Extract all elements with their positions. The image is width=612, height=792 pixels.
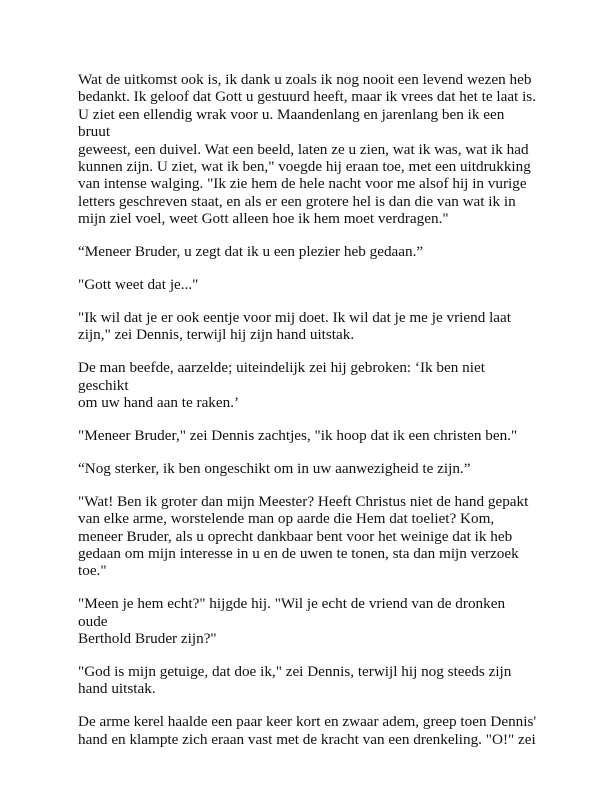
paragraph-9: "Meen je hem echt?" hijgde hij. "Wil je echt de vriend van de dronken oude Berthold Bruder zijn?" xyxy=(78,595,506,648)
paragraph-1: Wat de uitkomst ook is, ik dank u zoals ik nog nooit een levend wezen heb bedankt. Ik geloof dat Gott u gestuurd heeft, maar ik vrees dat het te laat is. U ziet een ellendig wrak voor u. Maandenlang en jarenlang ben ik een bruut geweest, een duivel. Wat een beeld, laten ze u zien, wat ik was, wat ik had kunnen zijn. U ziet, wat ik ben," voegde hij eraan toe, met een uitdrukking van intense walging. "Ik zie hem de hele nacht voor me alsof hij in vurige letters geschreven staat, en als er een grotere hel is dan die van wat ik in mijn ziel voel, weet Gott alleen hoe ik hem moet verdragen." xyxy=(78,71,537,228)
paragraph-4: "Ik wil dat je er ook eentje voor mij doet. Ik wil dat je me je vriend laat zijn," zei Dennis, terwijl hij zijn hand uitstak. xyxy=(78,308,511,344)
paragraph-2: “Meneer Bruder, u zegt dat ik u een plezier heb gedaan.” xyxy=(78,243,424,261)
paragraph-11: De arme kerel haalde een paar keer kort en zwaar adem, greep toen Dennis' hand en klampte zich eraan vast met de kracht van een drenkeling. "O!" zei xyxy=(78,713,537,748)
paragraph-8: "Wat! Ben ik groter dan mijn Meester? Heeft Christus niet de hand gepakt van elke arme, worstelende man op aarde die Hem dat toeliet? Kom, meneer Bruder, als u oprecht dankbaar bent voor het weinige dat ik heb gedaan om mijn interesse in u en de uwen te tonen, sta dan mijn verzoek toe." xyxy=(78,492,529,580)
paragraph-7: “Nog sterker, ik ben ongeschikt om in uw aanwezigheid te zijn.” xyxy=(78,459,471,477)
body-text xyxy=(78,71,538,748)
paragraph-6: "Meneer Bruder," zei Dennis zachtjes, "ik hoop dat ik een christen ben." xyxy=(78,427,518,444)
paragraph-3: "Gott weet dat je..." xyxy=(78,276,199,294)
paragraph-5: De man beefde, aarzelde; uiteindelijk zei hij gebroken: ‘Ik ben niet geschikt om uw hand aan te raken.’ xyxy=(78,359,485,412)
paragraph-10: "God is mijn getuige, dat doe ik," zei Dennis, terwijl hij nog steeds zijn hand uitstak. xyxy=(78,663,512,698)
